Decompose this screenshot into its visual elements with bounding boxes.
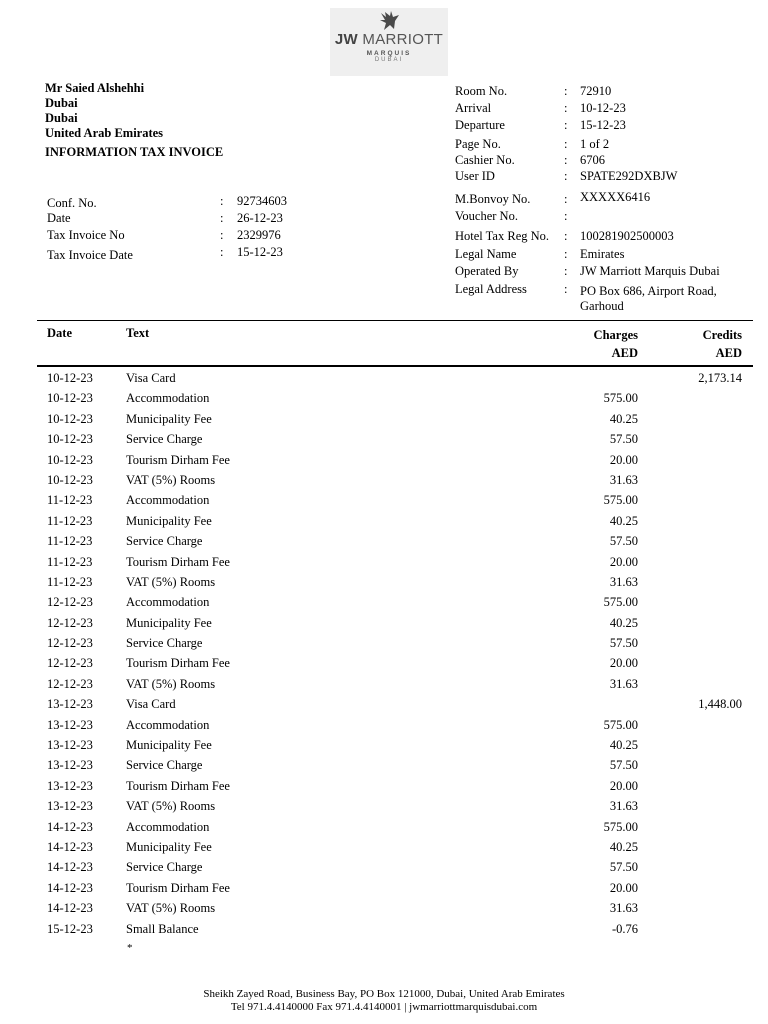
row-charges: 57.50	[609, 758, 638, 773]
info-label: Operated By	[455, 264, 519, 278]
table-row	[0, 573, 768, 593]
row-charges: 31.63	[609, 799, 638, 814]
table-row	[0, 818, 768, 838]
row-date: 12-12-23	[47, 676, 93, 691]
table-row	[0, 858, 768, 878]
row-date: 11-12-23	[47, 513, 93, 528]
info-label: Tax Invoice Date	[47, 248, 133, 262]
row-date: 10-12-23	[47, 452, 93, 467]
info-value: 15-12-23	[580, 118, 626, 132]
row-charges: 20.00	[609, 452, 638, 467]
row-description: Tourism Dirham Fee	[126, 452, 230, 467]
row-charges: 575.00	[603, 819, 638, 834]
column-header-credits	[703, 326, 742, 362]
table-row	[0, 532, 768, 552]
row-charges: 31.63	[609, 676, 638, 691]
row-charges: 40.25	[609, 615, 638, 630]
legal-address-line2: Garhoud	[580, 299, 624, 313]
table-row	[0, 389, 768, 409]
row-charges: 31.63	[609, 574, 638, 589]
info-value: 72910	[580, 84, 612, 98]
info-label: Hotel Tax Reg No.	[455, 229, 550, 243]
row-date: 11-12-23	[47, 574, 93, 589]
row-charges: 575.00	[603, 717, 638, 732]
column-header-text: Text	[126, 326, 150, 340]
guest-name: Mr Saied Alshehhi	[45, 81, 145, 95]
row-charges: 20.00	[609, 778, 638, 793]
info-label: Date	[47, 211, 71, 225]
info-label: Arrival	[455, 101, 492, 115]
row-description: Municipality Fee	[126, 411, 212, 426]
row-charges: 575.00	[603, 493, 638, 508]
info-colon: :	[564, 169, 568, 183]
row-date: 14-12-23	[47, 860, 93, 875]
row-date: 12-12-23	[47, 636, 93, 651]
info-value	[580, 284, 717, 314]
row-charges: 20.00	[609, 554, 638, 569]
info-value: 26-12-23	[237, 211, 283, 225]
table-row	[0, 675, 768, 695]
document-title: INFORMATION TAX INVOICE	[45, 145, 224, 159]
row-charges: 40.25	[609, 839, 638, 854]
row-date: 13-12-23	[47, 697, 93, 712]
table-footnote: *	[127, 942, 133, 954]
row-description: Service Charge	[126, 758, 203, 773]
table-row	[0, 920, 768, 940]
row-description: Small Balance	[126, 921, 199, 936]
row-description: Service Charge	[126, 860, 203, 875]
info-colon: :	[220, 194, 224, 208]
guest-address-block	[45, 81, 223, 160]
legal-address-line1: PO Box 686, Airport Road,	[580, 284, 717, 298]
guest-country: United Arab Emirates	[45, 126, 164, 140]
info-label: Cashier No.	[455, 153, 515, 167]
footer-contact: Tel 971.4.4140000 Fax 971.4.4140001 | jwmarriottmarquisdubai.com	[230, 1001, 538, 1013]
row-description: Accommodation	[126, 819, 210, 834]
row-description: Accommodation	[126, 595, 210, 610]
row-date: 14-12-23	[47, 901, 93, 916]
row-date: 14-12-23	[47, 819, 93, 834]
row-description: Tourism Dirham Fee	[126, 554, 230, 569]
info-colon: :	[220, 228, 224, 242]
table-row	[0, 614, 768, 634]
row-date: 13-12-23	[47, 778, 93, 793]
row-description: Accommodation	[126, 493, 210, 508]
row-date: 10-12-23	[47, 391, 93, 406]
row-charges: 20.00	[609, 656, 638, 671]
row-credits: 2,173.14	[698, 371, 742, 385]
info-value: 1 of 2	[580, 137, 610, 151]
info-colon: :	[220, 245, 224, 259]
row-charges: 40.25	[609, 738, 638, 753]
transactions-table-body	[0, 369, 768, 940]
row-description: Service Charge	[126, 636, 203, 651]
info-colon: :	[564, 118, 568, 132]
row-description: VAT (5%) Rooms	[126, 574, 216, 589]
page-footer	[0, 988, 768, 1014]
column-header-charges	[594, 326, 638, 362]
row-date: 10-12-23	[47, 411, 93, 426]
row-description: Tourism Dirham Fee	[126, 656, 230, 671]
column-header-date: Date	[47, 326, 72, 340]
row-description: VAT (5%) Rooms	[126, 799, 216, 814]
info-colon: :	[564, 264, 568, 278]
table-row	[0, 553, 768, 573]
table-row	[0, 430, 768, 450]
info-colon: :	[220, 211, 224, 225]
row-description: Tourism Dirham Fee	[126, 880, 230, 895]
row-charges: -0.76	[611, 921, 638, 936]
row-charges: 575.00	[603, 595, 638, 610]
table-row	[0, 838, 768, 858]
info-value: 100281902500003	[580, 229, 674, 243]
info-label: Conf. No.	[47, 196, 97, 210]
info-colon: :	[564, 153, 568, 167]
info-colon: :	[564, 247, 568, 261]
table-row	[0, 879, 768, 899]
row-description: VAT (5%) Rooms	[126, 472, 216, 487]
info-colon: :	[564, 282, 568, 296]
row-charges: 57.50	[609, 860, 638, 875]
table-row	[0, 369, 768, 389]
row-description: VAT (5%) Rooms	[126, 901, 216, 916]
row-description: Tourism Dirham Fee	[126, 778, 230, 793]
row-date: 12-12-23	[47, 615, 93, 630]
logo-sub-dubai: DUBAI	[374, 57, 404, 63]
table-row	[0, 654, 768, 674]
row-charges: 57.50	[609, 432, 638, 447]
info-value: 15-12-23	[237, 245, 283, 259]
row-date: 10-12-23	[47, 371, 93, 385]
table-row	[0, 777, 768, 797]
table-header-rule	[37, 365, 753, 367]
info-value: Emirates	[580, 247, 625, 261]
row-date: 14-12-23	[47, 839, 93, 854]
row-charges: 40.25	[609, 513, 638, 528]
info-colon: :	[564, 84, 568, 98]
table-row	[0, 512, 768, 532]
guest-address-line2: Dubai	[45, 111, 78, 125]
row-date: 13-12-23	[47, 799, 93, 814]
row-charges: 20.00	[609, 880, 638, 895]
row-charges: 57.50	[609, 636, 638, 651]
row-date: 11-12-23	[47, 554, 93, 569]
row-charges: 31.63	[609, 901, 638, 916]
charges-currency: AED	[611, 346, 638, 360]
row-description: Accommodation	[126, 391, 210, 406]
info-value: 2329976	[237, 228, 281, 242]
info-colon: :	[564, 192, 568, 206]
row-date: 12-12-23	[47, 595, 93, 610]
jw-marriott-bird-icon	[378, 11, 400, 31]
row-charges: 57.50	[609, 534, 638, 549]
row-charges: 40.25	[609, 411, 638, 426]
info-label: Departure	[455, 118, 505, 132]
footer-address: Sheikh Zayed Road, Business Bay, PO Box 121000, Dubai, United Arab Emirates	[203, 988, 565, 1000]
row-description: Service Charge	[126, 534, 203, 549]
info-value: JW Marriott Marquis Dubai	[580, 264, 720, 278]
row-charges: 575.00	[603, 391, 638, 406]
row-description: Municipality Fee	[126, 738, 212, 753]
row-credits: 1,448.00	[698, 697, 742, 712]
charges-label: Charges	[593, 328, 638, 342]
row-description: Municipality Fee	[126, 839, 212, 854]
table-row	[0, 736, 768, 756]
row-date: 10-12-23	[47, 432, 93, 447]
table-row	[0, 593, 768, 613]
row-description: VAT (5%) Rooms	[126, 676, 216, 691]
info-colon: :	[564, 137, 568, 151]
table-top-rule	[37, 320, 753, 321]
row-description: Service Charge	[126, 432, 203, 447]
hotel-logo	[330, 8, 448, 76]
info-label: Legal Address	[455, 282, 527, 296]
table-row	[0, 716, 768, 736]
row-date: 13-12-23	[47, 738, 93, 753]
info-colon: :	[564, 229, 568, 243]
row-date: 13-12-23	[47, 758, 93, 773]
row-date: 15-12-23	[47, 921, 93, 936]
info-label: Voucher No.	[455, 209, 518, 223]
row-description: Municipality Fee	[126, 513, 212, 528]
credits-currency: AED	[715, 346, 742, 360]
info-label: M.Bonvoy No.	[455, 192, 531, 206]
row-date: 10-12-23	[47, 472, 93, 487]
logo-brand: JW MARRIOTT	[334, 31, 444, 48]
info-colon: :	[564, 209, 568, 223]
row-date: 13-12-23	[47, 717, 93, 732]
info-colon: :	[564, 101, 568, 115]
table-row	[0, 756, 768, 776]
info-value: 6706	[580, 153, 605, 167]
row-description: Visa Card	[126, 371, 176, 385]
table-row	[0, 451, 768, 471]
info-value: 92734603	[237, 194, 287, 208]
guest-address-line1: Dubai	[45, 96, 78, 110]
credits-label: Credits	[702, 328, 742, 342]
info-value: SPATE292DXBJW	[580, 169, 678, 183]
info-value: 10-12-23	[580, 101, 626, 115]
table-row	[0, 410, 768, 430]
row-date: 11-12-23	[47, 493, 93, 508]
row-date: 12-12-23	[47, 656, 93, 671]
info-value: XXXXX6416	[580, 190, 651, 204]
row-description: Accommodation	[126, 717, 210, 732]
table-row	[0, 899, 768, 919]
info-label: Legal Name	[455, 247, 517, 261]
table-row	[0, 491, 768, 511]
row-description: Municipality Fee	[126, 615, 212, 630]
info-label: Room No.	[455, 84, 508, 98]
row-date: 14-12-23	[47, 880, 93, 895]
logo-sub-marquis: MARQUIS	[366, 50, 412, 57]
table-row	[0, 634, 768, 654]
row-charges: 31.63	[609, 472, 638, 487]
info-label: Tax Invoice No	[47, 228, 125, 242]
info-label: User ID	[455, 169, 495, 183]
row-date: 11-12-23	[47, 534, 93, 549]
info-label: Page No.	[455, 137, 501, 151]
table-row	[0, 797, 768, 817]
table-row	[0, 695, 768, 715]
row-description: Visa Card	[126, 697, 176, 712]
table-row	[0, 471, 768, 491]
